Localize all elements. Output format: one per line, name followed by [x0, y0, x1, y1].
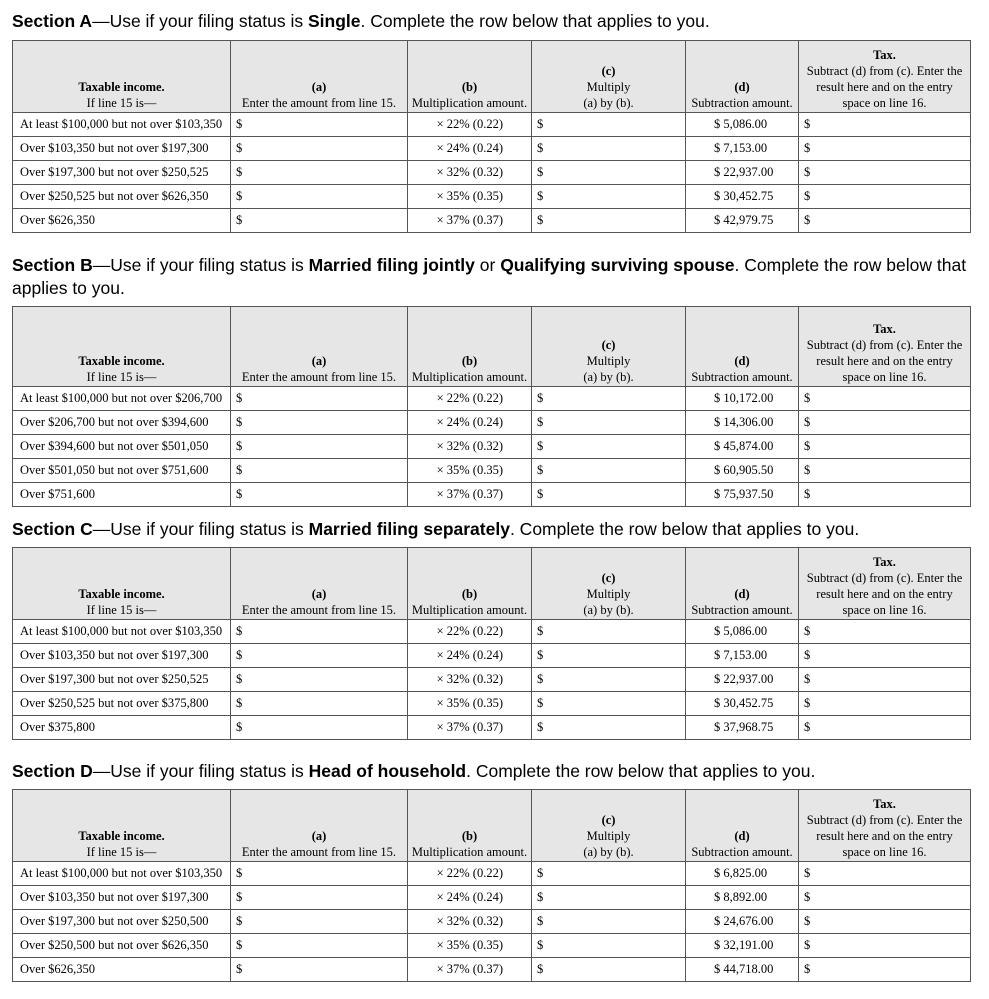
dollar-sign: $ — [804, 890, 811, 904]
subtraction-amount: $ 75,937.50 — [686, 483, 799, 507]
dollar-sign: $ — [537, 914, 544, 928]
amount-line15-field[interactable] — [231, 185, 408, 209]
taxable-income-range: Over $103,350 but not over $197,300 — [13, 644, 231, 668]
taxable-income-range: Over $626,350 — [13, 209, 231, 233]
section-heading — [12, 254, 977, 300]
multiplication-amount: × 37% (0.37) — [408, 716, 532, 740]
dollar-sign: $ — [804, 463, 811, 477]
subtraction-amount: $ 14,306.00 — [686, 411, 799, 435]
dollar-sign: $ — [804, 141, 811, 155]
tax-table — [12, 547, 971, 740]
header-col-d: (d) Subtraction amount. — [686, 41, 799, 113]
subtraction-amount: $ 37,968.75 — [686, 716, 799, 740]
header-col-c: (c) Multiply (a) by (b). — [532, 790, 686, 862]
tax-result-field[interactable] — [799, 934, 971, 958]
table-row — [13, 387, 971, 411]
table-row — [13, 411, 971, 435]
section-heading — [12, 760, 977, 783]
table-row — [13, 692, 971, 716]
multiply-result-field[interactable] — [532, 387, 686, 411]
dollar-sign: $ — [236, 962, 243, 976]
multiply-result-field[interactable] — [532, 185, 686, 209]
dollar-sign: $ — [537, 890, 544, 904]
taxable-income-range: At least $100,000 but not over $103,350 — [13, 862, 231, 886]
multiplication-amount: × 35% (0.35) — [408, 185, 532, 209]
header-col-d: (d) Subtraction amount. — [686, 548, 799, 620]
amount-line15-field[interactable] — [231, 483, 408, 507]
header-col-c: (c) Multiply (a) by (b). — [532, 307, 686, 387]
tax-result-field[interactable] — [799, 435, 971, 459]
header-tax: Tax. Subtract (d) from (c). Enter the result here and on the entry space on line 16. — [799, 307, 971, 387]
taxable-income-range: Over $103,350 but not over $197,300 — [13, 886, 231, 910]
section-dash: — — [92, 255, 111, 275]
tax-result-field[interactable] — [799, 620, 971, 644]
multiplication-amount: × 22% (0.22) — [408, 387, 532, 411]
section-instruction: . Complete the row below that applies to you. — [12, 255, 967, 298]
multiply-result-field[interactable] — [532, 411, 686, 435]
header-col-a: (a) Enter the amount from line 15. — [231, 307, 408, 387]
header-col-d: (d) Subtraction amount. — [686, 790, 799, 862]
table-row — [13, 716, 971, 740]
dollar-sign: $ — [804, 914, 811, 928]
dollar-sign: $ — [236, 866, 243, 880]
taxable-income-range: Over $197,300 but not over $250,525 — [13, 668, 231, 692]
multiply-result-field[interactable] — [532, 862, 686, 886]
header-col-b: (b) Multiplication amount. — [408, 307, 532, 387]
filing-status: Married filing jointly — [308, 255, 475, 275]
amount-line15-field[interactable] — [231, 113, 408, 137]
dollar-sign: $ — [236, 938, 243, 952]
subtraction-amount: $ 8,892.00 — [686, 886, 799, 910]
dollar-sign: $ — [236, 648, 243, 662]
dollar-sign: $ — [537, 213, 544, 227]
dollar-sign: $ — [804, 696, 811, 710]
section-label: Section B — [12, 255, 93, 275]
dollar-sign: $ — [804, 938, 811, 952]
dollar-sign: $ — [537, 962, 544, 976]
dollar-sign: $ — [537, 672, 544, 686]
table-row — [13, 910, 971, 934]
section-instruction: . Complete the row below that applies to you. — [360, 11, 710, 31]
dollar-sign: $ — [804, 720, 811, 734]
subtraction-amount: $ 60,905.50 — [686, 459, 799, 483]
subtraction-amount: $ 6,825.00 — [686, 862, 799, 886]
tax-result-field[interactable] — [799, 886, 971, 910]
subtraction-amount: $ 5,086.00 — [686, 620, 799, 644]
taxable-income-range: At least $100,000 but not over $206,700 — [13, 387, 231, 411]
taxable-income-range: Over $250,500 but not over $626,350 — [13, 934, 231, 958]
dollar-sign: $ — [804, 624, 811, 638]
tax-result-field[interactable] — [799, 692, 971, 716]
multiplication-amount: × 32% (0.32) — [408, 668, 532, 692]
dollar-sign: $ — [804, 165, 811, 179]
multiplication-amount: × 35% (0.35) — [408, 459, 532, 483]
amount-line15-field[interactable] — [231, 161, 408, 185]
multiplication-amount: × 22% (0.22) — [408, 620, 532, 644]
subtraction-amount: $ 22,937.00 — [686, 161, 799, 185]
dollar-sign: $ — [804, 391, 811, 405]
dollar-sign: $ — [236, 914, 243, 928]
multiplication-amount: × 35% (0.35) — [408, 934, 532, 958]
subtraction-amount: $ 10,172.00 — [686, 387, 799, 411]
dollar-sign: $ — [236, 672, 243, 686]
dollar-sign: $ — [804, 189, 811, 203]
tax-result-field[interactable] — [799, 958, 971, 982]
amount-line15-field[interactable] — [231, 620, 408, 644]
dollar-sign: $ — [236, 463, 243, 477]
table-row — [13, 137, 971, 161]
multiply-result-field[interactable] — [532, 620, 686, 644]
dollar-sign: $ — [236, 890, 243, 904]
tax-result-field[interactable] — [799, 137, 971, 161]
tax-result-field[interactable] — [799, 862, 971, 886]
taxable-income-range: Over $394,600 but not over $501,050 — [13, 435, 231, 459]
subtraction-amount: $ 45,874.00 — [686, 435, 799, 459]
subtraction-amount: $ 24,676.00 — [686, 910, 799, 934]
taxable-income-range: At least $100,000 but not over $103,350 — [13, 620, 231, 644]
tax-result-field[interactable] — [799, 113, 971, 137]
multiply-result-field[interactable] — [532, 716, 686, 740]
dollar-sign: $ — [236, 391, 243, 405]
dollar-sign: $ — [537, 189, 544, 203]
tax-result-field[interactable] — [799, 716, 971, 740]
table-row — [13, 668, 971, 692]
dollar-sign: $ — [537, 648, 544, 662]
dollar-sign: $ — [236, 696, 243, 710]
section-instruction: . Complete the row below that applies to you. — [466, 761, 816, 781]
amount-line15-field[interactable] — [231, 644, 408, 668]
filing-status: Married filing separately — [308, 519, 510, 539]
header-col-b: (b) Multiplication amount. — [408, 548, 532, 620]
dollar-sign: $ — [236, 624, 243, 638]
subtraction-amount: $ 30,452.75 — [686, 185, 799, 209]
amount-line15-field[interactable] — [231, 387, 408, 411]
header-col-b: (b) Multiplication amount. — [408, 41, 532, 113]
multiply-result-field[interactable] — [532, 958, 686, 982]
multiply-result-field[interactable] — [532, 435, 686, 459]
table-header-row — [13, 548, 971, 620]
taxable-income-range: Over $501,050 but not over $751,600 — [13, 459, 231, 483]
dollar-sign: $ — [537, 117, 544, 131]
tax-result-field[interactable] — [799, 910, 971, 934]
dollar-sign: $ — [236, 720, 243, 734]
multiplication-amount: × 24% (0.24) — [408, 644, 532, 668]
header-col-b: (b) Multiplication amount. — [408, 790, 532, 862]
multiplication-amount: × 32% (0.32) — [408, 435, 532, 459]
subtraction-amount: $ 44,718.00 — [686, 958, 799, 982]
section-intro: Use if your filing status is — [110, 761, 309, 781]
table-header-row — [13, 790, 971, 862]
amount-line15-field[interactable] — [231, 716, 408, 740]
dollar-sign: $ — [537, 391, 544, 405]
dollar-sign: $ — [804, 672, 811, 686]
multiply-result-field[interactable] — [532, 644, 686, 668]
dollar-sign: $ — [537, 439, 544, 453]
dollar-sign: $ — [236, 487, 243, 501]
multiplication-amount: × 32% (0.32) — [408, 161, 532, 185]
multiply-result-field[interactable] — [532, 483, 686, 507]
header-col-a: (a) Enter the amount from line 15. — [231, 790, 408, 862]
dollar-sign: $ — [804, 439, 811, 453]
multiply-result-field[interactable] — [532, 910, 686, 934]
multiply-result-field[interactable] — [532, 209, 686, 233]
amount-line15-field[interactable] — [231, 862, 408, 886]
header-col-c: (c) Multiply (a) by (b). — [532, 41, 686, 113]
dollar-sign: $ — [804, 487, 811, 501]
tax-table — [12, 789, 971, 982]
table-row — [13, 862, 971, 886]
multiplication-amount: × 24% (0.24) — [408, 137, 532, 161]
filing-status: Single — [307, 11, 361, 31]
dollar-sign: $ — [537, 866, 544, 880]
section-label: Section C — [12, 519, 93, 539]
taxable-income-range: Over $375,800 — [13, 716, 231, 740]
amount-line15-field[interactable] — [231, 934, 408, 958]
header-col-a: (a) Enter the amount from line 15. — [231, 548, 408, 620]
header-col-a: (a) Enter the amount from line 15. — [231, 41, 408, 113]
taxable-income-range: Over $103,350 but not over $197,300 — [13, 137, 231, 161]
tax-result-field[interactable] — [799, 411, 971, 435]
tax-result-field[interactable] — [799, 185, 971, 209]
multiplication-amount: × 22% (0.22) — [408, 113, 532, 137]
dollar-sign: $ — [236, 189, 243, 203]
subtraction-amount: $ 5,086.00 — [686, 113, 799, 137]
filing-status-alt: Qualifying surviving spouse — [500, 255, 735, 275]
table-row — [13, 113, 971, 137]
table-row — [13, 209, 971, 233]
section-intro: Use if your filing status is — [110, 519, 309, 539]
taxable-income-range: Over $626,350 — [13, 958, 231, 982]
multiply-result-field[interactable] — [532, 113, 686, 137]
section-instruction: . Complete the row below that applies to you. — [509, 519, 860, 539]
dollar-sign: $ — [537, 165, 544, 179]
dollar-sign: $ — [537, 415, 544, 429]
amount-line15-field[interactable] — [231, 137, 408, 161]
multiply-result-field[interactable] — [532, 161, 686, 185]
dollar-sign: $ — [537, 463, 544, 477]
header-tax: Tax. Subtract (d) from (c). Enter the result here and on the entry space on line 16. — [799, 790, 971, 862]
section-label: Section A — [12, 11, 93, 31]
amount-line15-field[interactable] — [231, 692, 408, 716]
multiply-result-field[interactable] — [532, 137, 686, 161]
dollar-sign: $ — [804, 213, 811, 227]
multiplication-amount: × 35% (0.35) — [408, 692, 532, 716]
dollar-sign: $ — [537, 624, 544, 638]
multiplication-amount: × 37% (0.37) — [408, 209, 532, 233]
dollar-sign: $ — [236, 213, 243, 227]
amount-line15-field[interactable] — [231, 435, 408, 459]
taxable-income-range: At least $100,000 but not over $103,350 — [13, 113, 231, 137]
table-row — [13, 185, 971, 209]
header-taxable-income: Taxable income. If line 15 is— — [13, 41, 231, 113]
table-header-row — [13, 307, 971, 387]
tax-result-field[interactable] — [799, 161, 971, 185]
multiplication-amount: × 37% (0.37) — [408, 483, 532, 507]
amount-line15-field[interactable] — [231, 411, 408, 435]
subtraction-amount: $ 22,937.00 — [686, 668, 799, 692]
section-dash: — — [92, 761, 111, 781]
header-taxable-income: Taxable income. If line 15 is— — [13, 790, 231, 862]
dollar-sign: $ — [537, 696, 544, 710]
tax-result-field[interactable] — [799, 459, 971, 483]
multiply-result-field[interactable] — [532, 692, 686, 716]
section-or: or — [474, 255, 501, 275]
table-row — [13, 459, 971, 483]
dollar-sign: $ — [537, 720, 544, 734]
tax-table — [12, 306, 971, 507]
dollar-sign: $ — [537, 141, 544, 155]
multiplication-amount: × 37% (0.37) — [408, 958, 532, 982]
multiply-result-field[interactable] — [532, 668, 686, 692]
header-col-d: (d) Subtraction amount. — [686, 307, 799, 387]
table-header-row — [13, 41, 971, 113]
table-row — [13, 161, 971, 185]
taxable-income-range: Over $197,300 but not over $250,525 — [13, 161, 231, 185]
header-tax: Tax. Subtract (d) from (c). Enter the result here and on the entry space on line 16. — [799, 548, 971, 620]
section-dash: — — [92, 11, 110, 31]
table-row — [13, 620, 971, 644]
tax-result-field[interactable] — [799, 387, 971, 411]
amount-line15-field[interactable] — [231, 668, 408, 692]
table-row — [13, 483, 971, 507]
header-taxable-income: Taxable income. If line 15 is— — [13, 548, 231, 620]
subtraction-amount: $ 32,191.00 — [686, 934, 799, 958]
multiply-result-field[interactable] — [532, 934, 686, 958]
subtraction-amount: $ 7,153.00 — [686, 644, 799, 668]
header-tax: Tax. Subtract (d) from (c). Enter the result here and on the entry space on line 16. — [799, 41, 971, 113]
dollar-sign: $ — [804, 866, 811, 880]
dollar-sign: $ — [537, 487, 544, 501]
tax-result-field[interactable] — [799, 668, 971, 692]
section-intro: Use if your filing status is — [110, 255, 309, 275]
multiply-result-field[interactable] — [532, 886, 686, 910]
tax-result-field[interactable] — [799, 483, 971, 507]
section-intro: Use if your filing status is — [109, 11, 308, 31]
tax-table — [12, 40, 971, 233]
subtraction-amount: $ 42,979.75 — [686, 209, 799, 233]
tax-result-field[interactable] — [799, 644, 971, 668]
subtraction-amount: $ 30,452.75 — [686, 692, 799, 716]
table-row — [13, 886, 971, 910]
amount-line15-field[interactable] — [231, 958, 408, 982]
taxable-income-range: Over $206,700 but not over $394,600 — [13, 411, 231, 435]
dollar-sign: $ — [804, 648, 811, 662]
filing-status: Head of household — [308, 761, 467, 781]
multiplication-amount: × 32% (0.32) — [408, 910, 532, 934]
table-row — [13, 934, 971, 958]
multiply-result-field[interactable] — [532, 459, 686, 483]
taxable-income-range: Over $751,600 — [13, 483, 231, 507]
table-row — [13, 435, 971, 459]
section-label: Section D — [12, 761, 93, 781]
dollar-sign: $ — [236, 141, 243, 155]
table-row — [13, 958, 971, 982]
dollar-sign: $ — [804, 415, 811, 429]
multiplication-amount: × 24% (0.24) — [408, 886, 532, 910]
dollar-sign: $ — [236, 415, 243, 429]
amount-line15-field[interactable] — [231, 209, 408, 233]
dollar-sign: $ — [236, 439, 243, 453]
subtraction-amount: $ 7,153.00 — [686, 137, 799, 161]
dollar-sign: $ — [236, 165, 243, 179]
tax-result-field[interactable] — [799, 209, 971, 233]
multiplication-amount: × 22% (0.22) — [408, 862, 532, 886]
section-dash: — — [92, 519, 111, 539]
header-col-c: (c) Multiply (a) by (b). — [532, 548, 686, 620]
dollar-sign: $ — [804, 962, 811, 976]
taxable-income-range: Over $197,300 but not over $250,500 — [13, 910, 231, 934]
header-taxable-income: Taxable income. If line 15 is— — [13, 307, 231, 387]
dollar-sign: $ — [537, 938, 544, 952]
amount-line15-field[interactable] — [231, 886, 408, 910]
taxable-income-range: Over $250,525 but not over $375,800 — [13, 692, 231, 716]
dollar-sign: $ — [804, 117, 811, 131]
section-heading — [12, 10, 977, 33]
multiplication-amount: × 24% (0.24) — [408, 411, 532, 435]
taxable-income-range: Over $250,525 but not over $626,350 — [13, 185, 231, 209]
amount-line15-field[interactable] — [231, 910, 408, 934]
section-heading — [12, 518, 977, 541]
dollar-sign: $ — [236, 117, 243, 131]
table-row — [13, 644, 971, 668]
amount-line15-field[interactable] — [231, 459, 408, 483]
